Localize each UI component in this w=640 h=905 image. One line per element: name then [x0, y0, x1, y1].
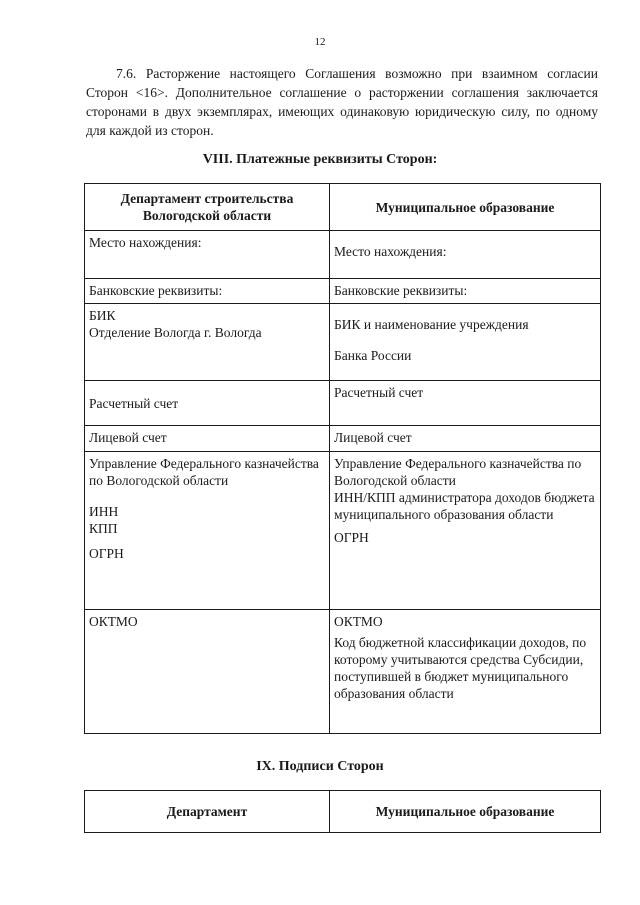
signature-municipality: Муниципальное образование	[330, 791, 601, 833]
page-number: 12	[314, 36, 326, 48]
paragraph-7-6: 7.6. Расторжение настоящего Соглашения возможно при взаимном согласии Сторон <16>. Дополнительное соглашение о расторжении соглашения заключается сторонами в двух экземплярах, имеющих одинаковую юридическую силу, по одному для каждой из сторон.	[86, 66, 598, 138]
oktmo-left: ОКТМО	[85, 610, 330, 734]
section-8-title: VIII. Платежные реквизиты Сторон:	[202, 152, 438, 167]
budget-classification-code: Код бюджетной классификации доходов, по которому учитываются средства Субсидии, поступившей в бюджет муниципального образования области	[334, 635, 587, 701]
bik-right	[330, 304, 601, 381]
treasury-right	[330, 452, 601, 610]
bik-bank-label: БИК и наименование учреждения	[334, 317, 529, 332]
treasury-left-name: Управление Федерального казначейства по Вологодской области	[89, 456, 319, 488]
treasury-left	[85, 452, 330, 610]
kpp-label: КПП	[89, 521, 118, 536]
bik-label: БИК	[89, 308, 116, 323]
oktmo-right	[330, 610, 601, 734]
header-municipality: Муниципальное образование	[330, 184, 601, 231]
payment-details-table	[84, 183, 601, 734]
signatures-table	[84, 790, 601, 833]
oktmo-right-label: ОКТМО	[334, 614, 383, 629]
personal-account-right: Лицевой счет	[330, 426, 601, 452]
location-left: Место нахождения:	[85, 231, 330, 279]
personal-account-left: Лицевой счет	[85, 426, 330, 452]
location-right	[330, 231, 601, 279]
ogrn-right-label: ОГРН	[334, 530, 369, 545]
bank-of-russia: Банка России	[334, 348, 412, 363]
branch-name: Отделение Вологда г. Вологда	[89, 325, 262, 340]
inn-kpp-admin: ИНН/КПП администратора доходов бюджета муниципального образования области	[334, 490, 595, 522]
bank-details-right: Банковские реквизиты:	[330, 279, 601, 304]
bank-details-left: Банковские реквизиты:	[85, 279, 330, 304]
header-department: Департамент строительства Вологодской области	[85, 184, 330, 231]
inn-label: ИНН	[89, 504, 119, 519]
account-right: Расчетный счет	[330, 381, 601, 426]
location-right-text: Место нахождения:	[334, 244, 447, 259]
bik-left	[85, 304, 330, 381]
account-left-text: Расчетный счет	[89, 396, 179, 411]
ogrn-left-label: ОГРН	[89, 546, 124, 561]
signature-department: Департамент	[85, 791, 330, 833]
account-left	[85, 381, 330, 426]
section-9-title: IX. Подписи Сторон	[256, 759, 384, 774]
treasury-right-name: Управление Федерального казначейства по Вологодской области	[334, 456, 582, 488]
